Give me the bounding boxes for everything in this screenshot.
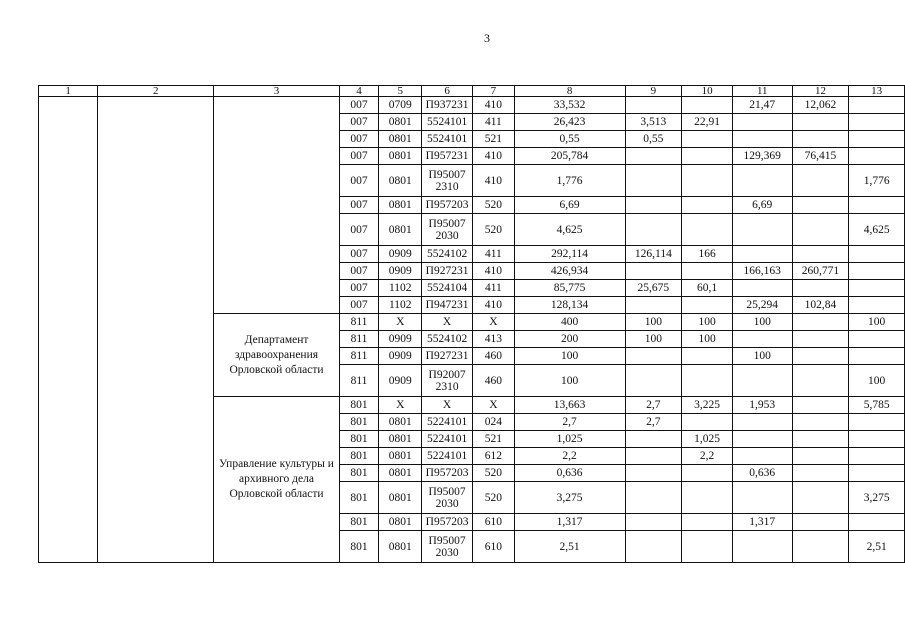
- cell-col-13: 4,625: [849, 214, 905, 246]
- cell-col-10: [682, 214, 733, 246]
- cell-col-5: 0801: [379, 482, 422, 514]
- cell-col-4: 801: [339, 448, 379, 465]
- cell-col-13: [849, 448, 905, 465]
- cell-col-11: 100: [732, 348, 792, 365]
- cell-col-4: 811: [339, 365, 379, 397]
- cell-col-4: 811: [339, 348, 379, 365]
- cell-col-5: Х: [379, 314, 422, 331]
- cell-col-11: [732, 114, 792, 131]
- cell-col-7: 521: [473, 131, 515, 148]
- cell-col-10: [682, 197, 733, 214]
- cell-col-12: [792, 165, 849, 197]
- cell-col-6: П95007 2030: [422, 214, 473, 246]
- cell-col-13: 1,776: [849, 165, 905, 197]
- cell-col-9: [625, 297, 682, 314]
- cell-col-13: [849, 280, 905, 297]
- cell-col-5: 0801: [379, 414, 422, 431]
- cell-col-5: Х: [379, 397, 422, 414]
- column-header-1: 1: [39, 86, 98, 97]
- cell-col-11: 6,69: [732, 197, 792, 214]
- cell-col-8: 400: [514, 314, 625, 331]
- cell-col-8: 100: [514, 348, 625, 365]
- cell-col-10: [682, 165, 733, 197]
- cell-col-10: 2,2: [682, 448, 733, 465]
- cell-col-6: П92007 2310: [422, 365, 473, 397]
- cell-col-4: 801: [339, 431, 379, 448]
- cell-col-6: 5524104: [422, 280, 473, 297]
- cell-col-13: [849, 348, 905, 365]
- cell-col-4: 811: [339, 314, 379, 331]
- cell-col-12: [792, 331, 849, 348]
- cell-col-13: [849, 414, 905, 431]
- cell-col-8: 4,625: [514, 214, 625, 246]
- cell-col-6: 5224101: [422, 414, 473, 431]
- cell-col-7: 520: [473, 465, 515, 482]
- cell-col-13: 100: [849, 314, 905, 331]
- cell-col-13: 5,785: [849, 397, 905, 414]
- cell-col-9: 3,513: [625, 114, 682, 131]
- department-name: Управление культуры и архивного дела Орловской области: [214, 397, 339, 563]
- cell-col-8: 26,423: [514, 114, 625, 131]
- column-header-3: 3: [214, 86, 339, 97]
- cell-col-6: П927231: [422, 348, 473, 365]
- cell-col-9: [625, 97, 682, 114]
- cell-col-9: 0,55: [625, 131, 682, 148]
- cell-col-4: 007: [339, 263, 379, 280]
- cell-col-5: 0801: [379, 165, 422, 197]
- cell-col-8: 2,7: [514, 414, 625, 431]
- cell-col-13: [849, 465, 905, 482]
- cell-col-7: 460: [473, 365, 515, 397]
- cell-col-12: [792, 131, 849, 148]
- cell-col-12: 102,84: [792, 297, 849, 314]
- cell-col-8: 0,55: [514, 131, 625, 148]
- cell-col-5: 1102: [379, 280, 422, 297]
- cell-col-7: 520: [473, 197, 515, 214]
- cell-col-7: 410: [473, 297, 515, 314]
- cell-col-10: 100: [682, 314, 733, 331]
- cell-col-6: П95007 2030: [422, 482, 473, 514]
- cell-col-6: П95007 2310: [422, 165, 473, 197]
- cell-col-7: Х: [473, 397, 515, 414]
- cell-col-9: [625, 214, 682, 246]
- cell-col-4: 007: [339, 297, 379, 314]
- cell-col-4: 801: [339, 482, 379, 514]
- cell-col-6: П957203: [422, 465, 473, 482]
- cell-col-4: 007: [339, 214, 379, 246]
- cell-col-4: 801: [339, 397, 379, 414]
- cell-col-5: 1102: [379, 297, 422, 314]
- cell-col-7: 410: [473, 165, 515, 197]
- cell-col-5: 0909: [379, 246, 422, 263]
- cell-col-12: 76,415: [792, 148, 849, 165]
- cell-col-9: [625, 197, 682, 214]
- cell-col-8: 292,114: [514, 246, 625, 263]
- cell-col-8: 200: [514, 331, 625, 348]
- cell-col-10: 3,225: [682, 397, 733, 414]
- cell-col-11: [732, 131, 792, 148]
- cell-col-13: [849, 331, 905, 348]
- cell-col-5: 0801: [379, 131, 422, 148]
- cell-col-11: [732, 165, 792, 197]
- column-header-4: 4: [339, 86, 379, 97]
- cell-col-8: 2,2: [514, 448, 625, 465]
- column-header-13: 13: [849, 86, 905, 97]
- cell-col-10: [682, 97, 733, 114]
- cell-col-8: 13,663: [514, 397, 625, 414]
- column-header-6: 6: [422, 86, 473, 97]
- cell-col-8: 1,317: [514, 514, 625, 531]
- cell-col-9: [625, 263, 682, 280]
- department-name: [214, 97, 339, 314]
- cell-col-13: [849, 246, 905, 263]
- cell-col-12: [792, 514, 849, 531]
- cell-col-6: П957203: [422, 514, 473, 531]
- cell-col-11: 1,317: [732, 514, 792, 531]
- cell-col-8: 2,51: [514, 531, 625, 563]
- cell-col-9: [625, 448, 682, 465]
- cell-col-7: 610: [473, 531, 515, 563]
- cell-col-13: [849, 263, 905, 280]
- column-header-9: 9: [625, 86, 682, 97]
- column-header-12: 12: [792, 86, 849, 97]
- cell-col-12: [792, 431, 849, 448]
- cell-col-7: 411: [473, 246, 515, 263]
- cell-col-6: 5524102: [422, 246, 473, 263]
- cell-col-4: 801: [339, 414, 379, 431]
- cell-col-10: 166: [682, 246, 733, 263]
- cell-col-9: [625, 148, 682, 165]
- cell-col-11: 100: [732, 314, 792, 331]
- cell-col-10: [682, 365, 733, 397]
- cell-col-8: 6,69: [514, 197, 625, 214]
- cell-col-5: 0909: [379, 263, 422, 280]
- cell-col-7: 024: [473, 414, 515, 431]
- cell-col-13: [849, 131, 905, 148]
- cell-col-12: [792, 214, 849, 246]
- cell-col-9: 100: [625, 314, 682, 331]
- cell-col-13: [849, 431, 905, 448]
- cell-col-5: 0909: [379, 348, 422, 365]
- cell-col-13: [849, 148, 905, 165]
- cell-col-6: П957231: [422, 148, 473, 165]
- cell-col-6: П95007 2030: [422, 531, 473, 563]
- cell-col-12: [792, 348, 849, 365]
- cell-col-6: 5224101: [422, 431, 473, 448]
- cell-col-6: Х: [422, 397, 473, 414]
- cell-col-7: 520: [473, 482, 515, 514]
- cell-col-5: 0801: [379, 465, 422, 482]
- cell-col-9: [625, 431, 682, 448]
- cell-col-8: 128,134: [514, 297, 625, 314]
- cell-col-5: 0801: [379, 514, 422, 531]
- cell-col-12: [792, 414, 849, 431]
- cell-col-8: 100: [514, 365, 625, 397]
- column-header-11: 11: [732, 86, 792, 97]
- cell-col-7: 610: [473, 514, 515, 531]
- cell-col-4: 811: [339, 331, 379, 348]
- cell-col-9: [625, 348, 682, 365]
- cell-col-8: 3,275: [514, 482, 625, 514]
- cell-col-6: 5524101: [422, 114, 473, 131]
- cell-col-8: 85,775: [514, 280, 625, 297]
- cell-col-12: [792, 197, 849, 214]
- cell-col-7: 411: [473, 114, 515, 131]
- cell-col-7: 612: [473, 448, 515, 465]
- cell-col-11: [732, 448, 792, 465]
- cell-col-10: [682, 131, 733, 148]
- cell-col-10: [682, 414, 733, 431]
- cell-col-5: 0801: [379, 448, 422, 465]
- cell-col-10: [682, 531, 733, 563]
- cell-col-13: [849, 114, 905, 131]
- column-header-10: 10: [682, 86, 733, 97]
- cell-col-11: 129,369: [732, 148, 792, 165]
- cell-col-13: 2,51: [849, 531, 905, 563]
- cell-col-4: 007: [339, 165, 379, 197]
- budget-table: [38, 85, 905, 563]
- column-1-cell: [39, 97, 98, 563]
- cell-col-12: [792, 531, 849, 563]
- cell-col-13: 3,275: [849, 482, 905, 514]
- cell-col-4: 007: [339, 114, 379, 131]
- cell-col-11: [732, 431, 792, 448]
- cell-col-11: [732, 246, 792, 263]
- cell-col-9: [625, 465, 682, 482]
- cell-col-11: [732, 214, 792, 246]
- cell-col-5: 0709: [379, 97, 422, 114]
- cell-col-10: 1,025: [682, 431, 733, 448]
- cell-col-4: 007: [339, 280, 379, 297]
- cell-col-10: [682, 148, 733, 165]
- cell-col-10: [682, 482, 733, 514]
- cell-col-6: П937231: [422, 97, 473, 114]
- cell-col-7: 413: [473, 331, 515, 348]
- cell-col-12: 260,771: [792, 263, 849, 280]
- column-2-cell: [98, 97, 214, 563]
- column-header-5: 5: [379, 86, 422, 97]
- cell-col-6: Х: [422, 314, 473, 331]
- cell-col-4: 801: [339, 531, 379, 563]
- cell-col-10: [682, 348, 733, 365]
- cell-col-7: 460: [473, 348, 515, 365]
- cell-col-6: П927231: [422, 263, 473, 280]
- cell-col-7: 411: [473, 280, 515, 297]
- cell-col-13: [849, 514, 905, 531]
- cell-col-11: [732, 482, 792, 514]
- cell-col-11: 1,953: [732, 397, 792, 414]
- cell-col-8: 1,025: [514, 431, 625, 448]
- cell-col-4: 801: [339, 514, 379, 531]
- cell-col-12: [792, 314, 849, 331]
- department-name: Департамент здравоохранения Орловской области: [214, 314, 339, 397]
- cell-col-13: [849, 197, 905, 214]
- cell-col-7: 410: [473, 148, 515, 165]
- cell-col-8: 205,784: [514, 148, 625, 165]
- cell-col-7: 410: [473, 97, 515, 114]
- cell-col-4: 007: [339, 246, 379, 263]
- cell-col-5: 0801: [379, 114, 422, 131]
- cell-col-13: [849, 297, 905, 314]
- table-row: [39, 97, 905, 114]
- cell-col-6: 5524102: [422, 331, 473, 348]
- cell-col-7: 521: [473, 431, 515, 448]
- cell-col-5: 0909: [379, 331, 422, 348]
- cell-col-5: 0801: [379, 531, 422, 563]
- cell-col-9: 2,7: [625, 414, 682, 431]
- cell-col-11: 25,294: [732, 297, 792, 314]
- cell-col-6: 5224101: [422, 448, 473, 465]
- cell-col-12: 12,062: [792, 97, 849, 114]
- cell-col-6: П957203: [422, 197, 473, 214]
- cell-col-5: 0801: [379, 214, 422, 246]
- header-row: [39, 86, 905, 97]
- cell-col-11: [732, 331, 792, 348]
- column-header-7: 7: [473, 86, 515, 97]
- cell-col-8: 1,776: [514, 165, 625, 197]
- cell-col-12: [792, 465, 849, 482]
- cell-col-13: 100: [849, 365, 905, 397]
- column-header-8: 8: [514, 86, 625, 97]
- cell-col-4: 801: [339, 465, 379, 482]
- cell-col-9: [625, 514, 682, 531]
- cell-col-11: 0,636: [732, 465, 792, 482]
- cell-col-4: 007: [339, 197, 379, 214]
- cell-col-12: [792, 365, 849, 397]
- cell-col-11: [732, 365, 792, 397]
- cell-col-10: [682, 297, 733, 314]
- cell-col-4: 007: [339, 97, 379, 114]
- cell-col-7: 520: [473, 214, 515, 246]
- cell-col-12: [792, 482, 849, 514]
- cell-col-10: 100: [682, 331, 733, 348]
- cell-col-11: 21,47: [732, 97, 792, 114]
- cell-col-7: 410: [473, 263, 515, 280]
- cell-col-10: [682, 514, 733, 531]
- cell-col-7: Х: [473, 314, 515, 331]
- cell-col-10: 22,91: [682, 114, 733, 131]
- cell-col-12: [792, 397, 849, 414]
- cell-col-11: [732, 414, 792, 431]
- cell-col-9: [625, 482, 682, 514]
- cell-col-12: [792, 114, 849, 131]
- cell-col-4: 007: [339, 148, 379, 165]
- cell-col-9: 100: [625, 331, 682, 348]
- cell-col-13: [849, 97, 905, 114]
- cell-col-12: [792, 280, 849, 297]
- cell-col-10: [682, 263, 733, 280]
- cell-col-8: 0,636: [514, 465, 625, 482]
- cell-col-9: 2,7: [625, 397, 682, 414]
- cell-col-12: [792, 448, 849, 465]
- cell-col-9: [625, 531, 682, 563]
- cell-col-9: 25,675: [625, 280, 682, 297]
- page-number: 3: [484, 31, 490, 45]
- cell-col-12: [792, 246, 849, 263]
- cell-col-9: [625, 165, 682, 197]
- cell-col-4: 007: [339, 131, 379, 148]
- cell-col-8: 33,532: [514, 97, 625, 114]
- cell-col-9: 126,114: [625, 246, 682, 263]
- column-header-2: 2: [98, 86, 214, 97]
- cell-col-10: 60,1: [682, 280, 733, 297]
- cell-col-11: [732, 531, 792, 563]
- cell-col-8: 426,934: [514, 263, 625, 280]
- cell-col-9: [625, 365, 682, 397]
- cell-col-11: [732, 280, 792, 297]
- cell-col-5: 0801: [379, 148, 422, 165]
- cell-col-6: П947231: [422, 297, 473, 314]
- cell-col-11: 166,163: [732, 263, 792, 280]
- cell-col-5: 0801: [379, 197, 422, 214]
- cell-col-5: 0909: [379, 365, 422, 397]
- cell-col-5: 0801: [379, 431, 422, 448]
- cell-col-6: 5524101: [422, 131, 473, 148]
- cell-col-10: [682, 465, 733, 482]
